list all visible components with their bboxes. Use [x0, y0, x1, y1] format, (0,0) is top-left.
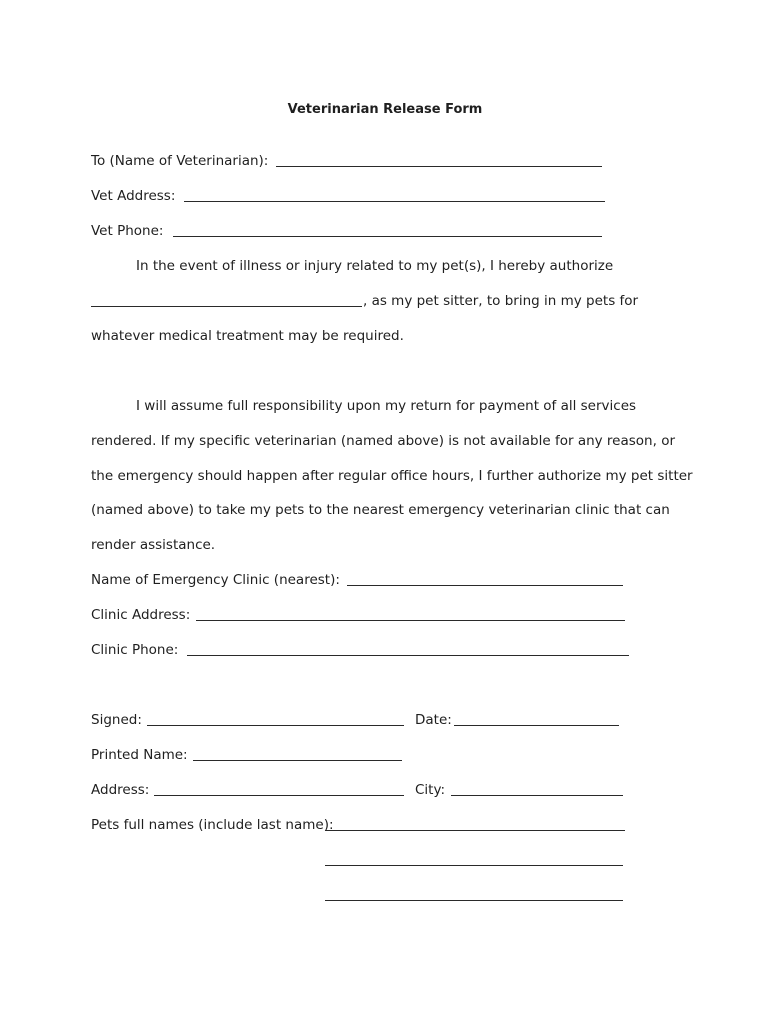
authorize-text-line-2: , as my pet sitter, to bring in my pets for	[363, 293, 639, 309]
clinic-address-label: Clinic Address:	[91, 607, 191, 623]
clinic-phone-field[interactable]	[187, 655, 629, 656]
pets-names-label: Pets full names (include last name):	[91, 817, 334, 833]
date-field[interactable]	[454, 725, 619, 726]
vet-phone-label: Vet Phone:	[91, 223, 164, 239]
signature-field[interactable]	[147, 725, 404, 726]
vet-name-field[interactable]	[276, 166, 602, 167]
responsibility-text-line-2: rendered. If my specific veterinarian (named above) is not available for any reason, or	[91, 433, 676, 449]
clinic-phone-label: Clinic Phone:	[91, 642, 179, 658]
date-label: Date:	[415, 712, 452, 728]
vet-phone-field[interactable]	[173, 236, 602, 237]
responsibility-text-line-1: I will assume full responsibility upon my return for payment of all services	[136, 398, 637, 414]
printed-name-field[interactable]	[193, 760, 402, 761]
city-label: City:	[415, 782, 446, 798]
vet-address-label: Vet Address:	[91, 188, 176, 204]
pets-names-field-2[interactable]	[325, 865, 623, 866]
address-field[interactable]	[154, 795, 404, 796]
form-title: Veterinarian Release Form	[287, 102, 483, 117]
printed-name-label: Printed Name:	[91, 747, 188, 763]
signed-label: Signed:	[91, 712, 142, 728]
city-field[interactable]	[451, 795, 623, 796]
vet-address-field[interactable]	[184, 201, 605, 202]
responsibility-text-line-5: render assistance.	[91, 537, 216, 553]
emergency-clinic-field[interactable]	[347, 585, 623, 586]
responsibility-text-line-3: the emergency should happen after regular office hours, I further authorize my pet sitter	[91, 468, 693, 484]
authorize-text-line-3: whatever medical treatment may be required.	[91, 328, 404, 344]
clinic-address-field[interactable]	[196, 620, 625, 621]
pets-names-field-3[interactable]	[325, 900, 623, 901]
pets-names-field-1[interactable]	[325, 830, 625, 831]
vet-name-label: To (Name of Veterinarian):	[91, 153, 269, 169]
responsibility-text-line-4: (named above) to take my pets to the nearest emergency veterinarian clinic that can	[91, 502, 670, 518]
authorize-text-line-1: In the event of illness or injury related to my pet(s), I hereby authorize	[136, 258, 614, 274]
emergency-clinic-label: Name of Emergency Clinic (nearest):	[91, 572, 340, 588]
pet-sitter-name-field[interactable]	[91, 306, 362, 307]
address-label: Address:	[91, 782, 150, 798]
